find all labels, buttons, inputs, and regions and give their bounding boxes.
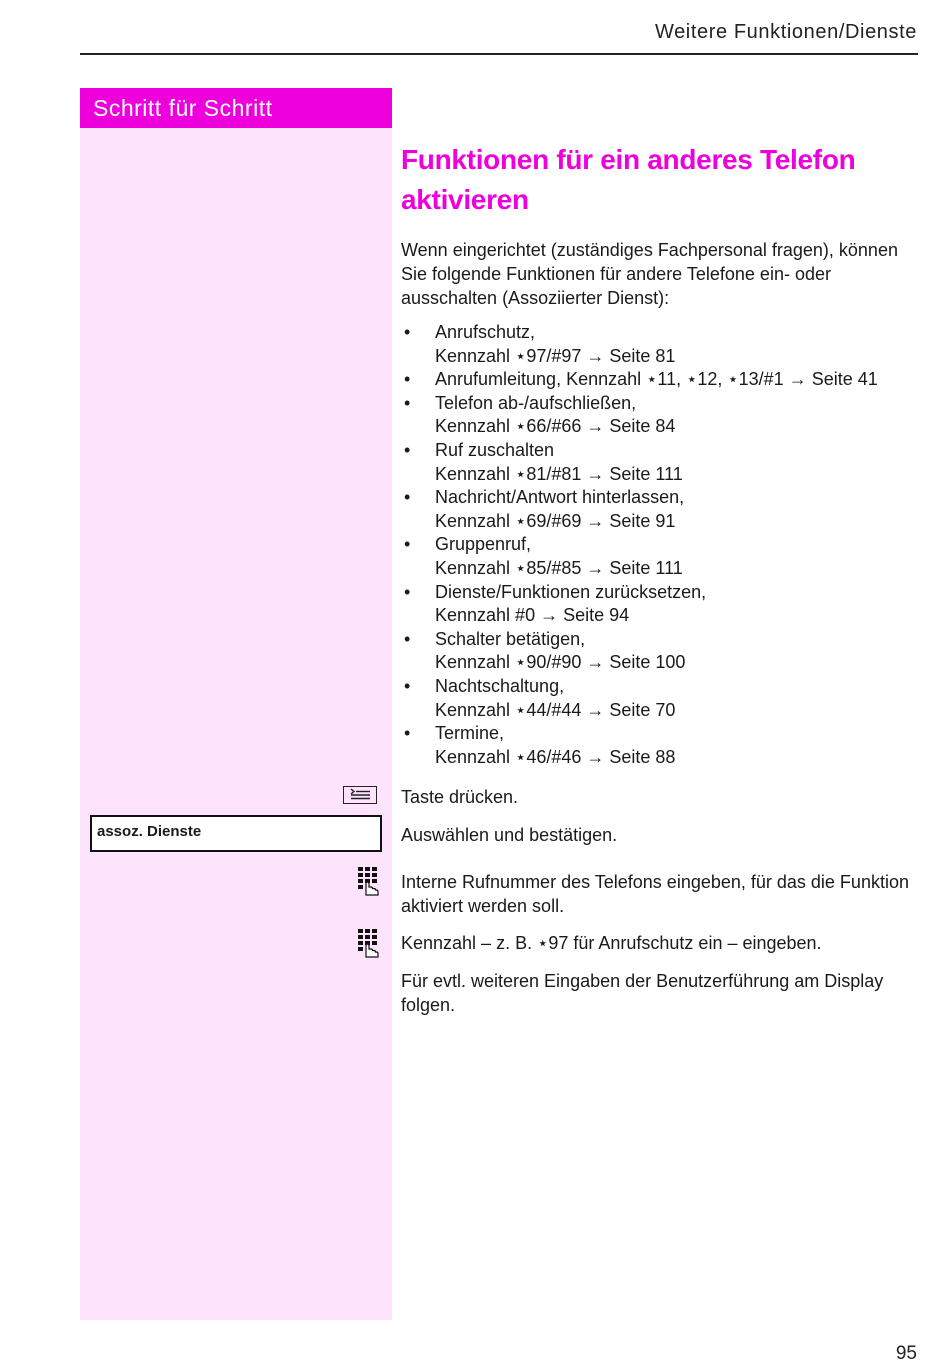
feature-code: Kennzahl ⋆90/#90 → Seite 100 bbox=[435, 652, 686, 673]
list-item bbox=[401, 321, 921, 368]
list-item bbox=[401, 675, 921, 722]
list-item bbox=[401, 486, 921, 533]
step-enter-code: Kennzahl – z. B. ⋆97 für Anrufschutz ein – eingeben. bbox=[401, 933, 822, 953]
page-number: 95 bbox=[895, 1343, 917, 1364]
feature-label: Termine, bbox=[435, 723, 505, 744]
step-select-confirm: Auswählen und bestätigen. bbox=[401, 825, 618, 845]
feature-label: Schalter betätigen, bbox=[435, 628, 586, 649]
feature-label: Telefon ab-/aufschließen, bbox=[435, 392, 637, 413]
feature-code: Kennzahl ⋆97/#97 → Seite 81 bbox=[435, 345, 676, 366]
list-item bbox=[401, 368, 921, 392]
keypad-hand-icon bbox=[357, 928, 379, 958]
step-enter-number: Interne Rufnummer des Telefons eingeben, für das die Funktion aktiviert werden soll. bbox=[401, 872, 909, 916]
feature-label: Gruppenruf, bbox=[435, 534, 532, 555]
intro-paragraph: Wenn eingerichtet (zuständiges Fachpersonal fragen), können Sie folgende Funktionen für andere Telefone ein- oder ausschalten (Assoziierter Dienst): bbox=[401, 240, 898, 308]
feature-label: Dienste/Funktionen zurücksetzen, bbox=[435, 581, 707, 602]
header-divider bbox=[80, 53, 918, 55]
feature-code: Kennzahl ⋆44/#44 → Seite 70 bbox=[435, 699, 676, 720]
list-item bbox=[401, 628, 921, 675]
feature-code: Kennzahl ⋆81/#81 → Seite 111 bbox=[435, 463, 683, 484]
list-item bbox=[401, 392, 921, 439]
list-item bbox=[401, 581, 921, 628]
feature-code: Kennzahl ⋆69/#69 → Seite 91 bbox=[435, 510, 676, 531]
list-item bbox=[401, 439, 921, 486]
menu-key-icon bbox=[343, 786, 377, 804]
feature-code: Kennzahl ⋆85/#85 → Seite 111 bbox=[435, 557, 683, 578]
list-item bbox=[401, 722, 921, 769]
feature-code: Kennzahl #0 → Seite 94 bbox=[435, 605, 630, 626]
feature-label: Nachricht/Antwort hinterlassen, bbox=[435, 487, 685, 508]
step-follow-display: Für evtl. weiteren Eingaben der Benutzerführung am Display folgen. bbox=[401, 971, 884, 1015]
feature-list bbox=[401, 321, 921, 769]
feature-label: Anrufumleitung, Kennzahl ⋆11, ⋆12, ⋆13/#1 → Seite 41 bbox=[435, 369, 878, 390]
feature-label: Nachtschaltung, bbox=[435, 675, 565, 696]
feature-code: Kennzahl ⋆66/#66 → Seite 84 bbox=[435, 416, 676, 437]
page-title: Funktionen für ein anderes Telefon aktivieren bbox=[401, 144, 856, 215]
feature-label: Ruf zuschalten bbox=[435, 439, 555, 460]
keypad-hand-icon bbox=[357, 866, 379, 896]
feature-code: Kennzahl ⋆46/#46 → Seite 88 bbox=[435, 746, 676, 767]
step-sidebar bbox=[80, 88, 392, 1320]
sidebar-title: Schritt für Schritt bbox=[80, 88, 392, 128]
list-item bbox=[401, 533, 921, 580]
step-press-key: Taste drücken. bbox=[401, 787, 519, 807]
section-title: Weitere Funktionen/Dienste bbox=[654, 21, 917, 43]
feature-label: Anrufschutz, bbox=[435, 322, 536, 342]
display-option-assoz-dienste[interactable]: assoz. Dienste bbox=[90, 815, 382, 852]
